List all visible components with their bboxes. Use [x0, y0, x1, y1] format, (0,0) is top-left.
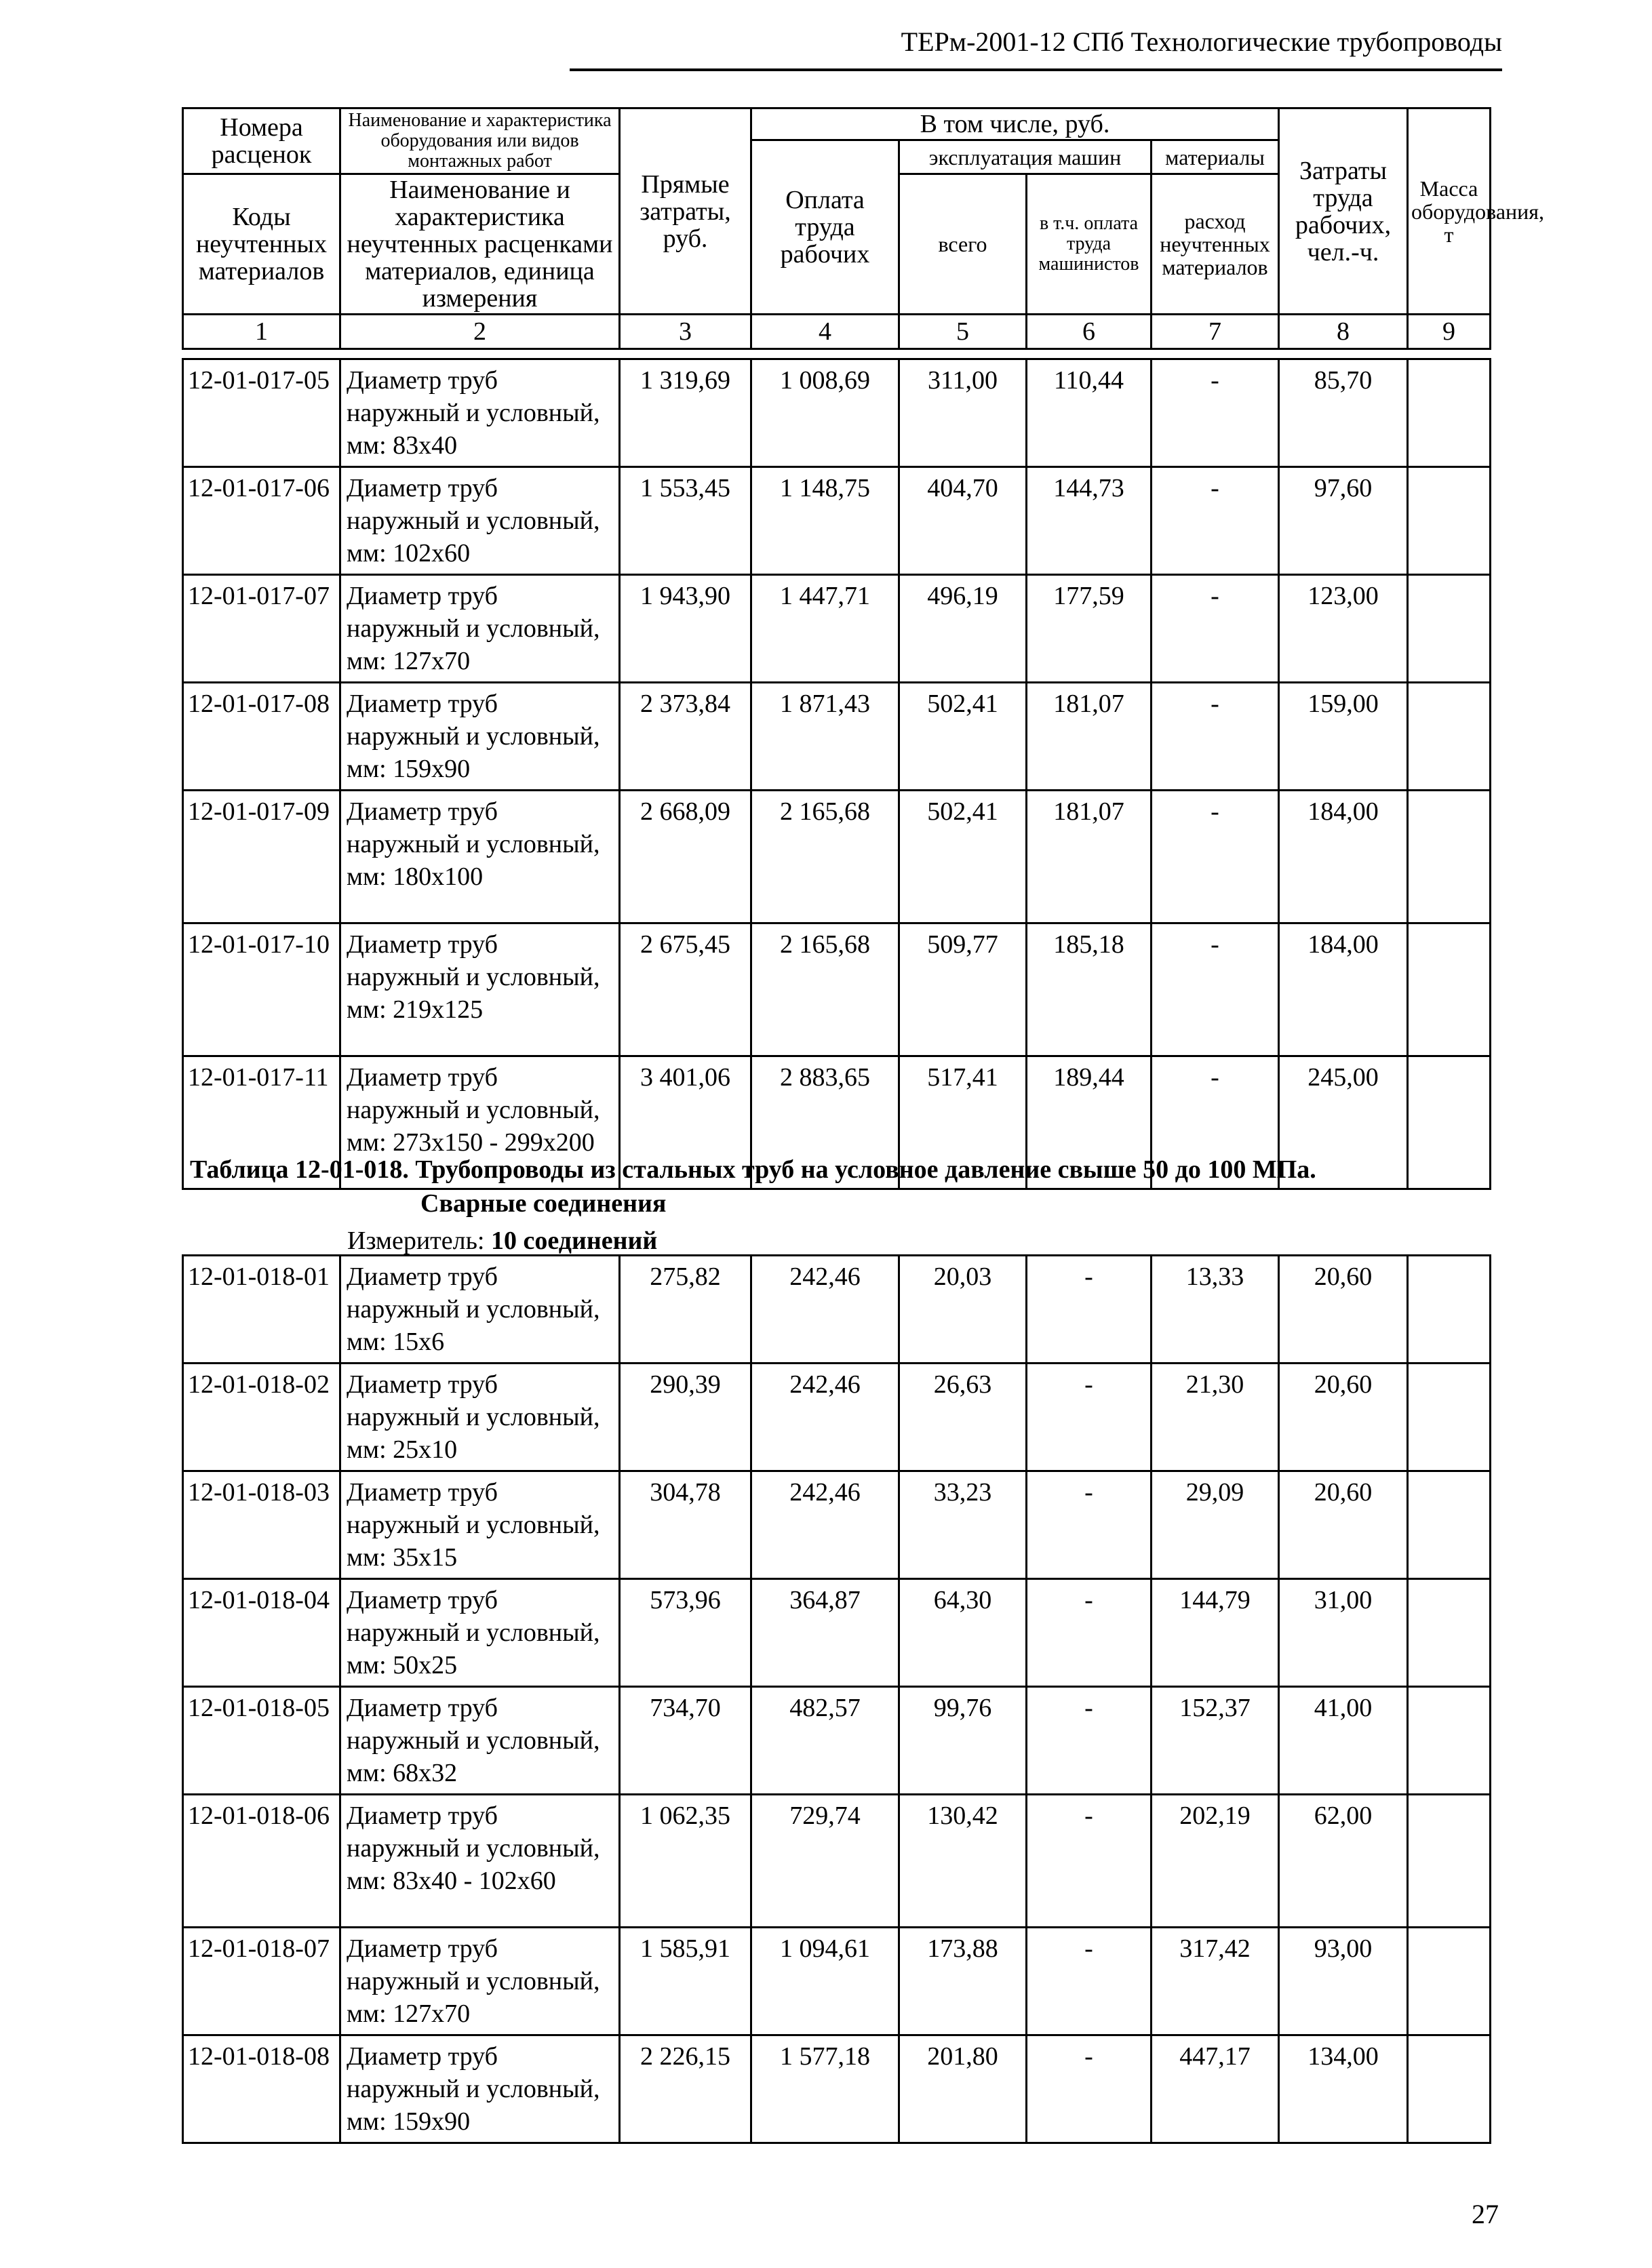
equipment-mass [1408, 791, 1491, 923]
rate-code: 12-01-018-08 [183, 2035, 340, 2143]
labor-hours: 41,00 [1279, 1687, 1408, 1795]
rate-name-line: мм: 127х70 [347, 2000, 471, 2028]
rate-name-line: Диаметр труб [347, 1586, 498, 1614]
materials-cost: - [1152, 791, 1279, 923]
equipment-mass [1408, 683, 1491, 791]
machinist-labor-cost: - [1027, 2035, 1152, 2143]
labor-cost: 1 148,75 [751, 467, 899, 575]
direct-cost: 2 668,09 [620, 791, 751, 923]
rate-name-line: наружный и условный, [347, 399, 600, 427]
materials-cost: - [1152, 1056, 1279, 1189]
rate-name-line: наружный и условный, [347, 506, 600, 535]
header-c1-bottom: Коды неучтенных материалов [183, 174, 340, 315]
rate-code: 12-01-018-03 [183, 1471, 340, 1579]
unit-of-measure [347, 1226, 657, 1256]
labor-cost: 482,57 [751, 1687, 899, 1795]
header-c7: расход неучтенных материалов [1152, 174, 1279, 315]
rate-name-line: наружный и условный, [347, 722, 600, 751]
rate-name-line: Диаметр труб [347, 2042, 498, 2071]
rate-name [340, 1795, 620, 1928]
rate-name-line: Диаметр труб [347, 366, 498, 395]
labor-hours: 184,00 [1279, 791, 1408, 923]
header-materials: материалы [1152, 140, 1279, 174]
rate-name-line: Диаметр труб [347, 690, 498, 718]
header-group: В том числе, руб. [751, 108, 1279, 140]
direct-cost: 3 401,06 [620, 1056, 751, 1189]
rate-name-line: наружный и условный, [347, 830, 600, 858]
machine-cost: 33,23 [899, 1471, 1027, 1579]
machine-cost: 26,63 [899, 1364, 1027, 1471]
rate-name-line: мм: 180х100 [347, 862, 484, 891]
labor-hours: 245,00 [1279, 1056, 1408, 1189]
table-row [183, 791, 1491, 923]
rate-name-line: наружный и условный, [347, 1967, 600, 1995]
direct-cost: 304,78 [620, 1471, 751, 1579]
rates-table-017 [182, 358, 1491, 1190]
machine-cost: 64,30 [899, 1579, 1027, 1687]
materials-cost: 144,79 [1152, 1579, 1279, 1687]
header-number: 5 [899, 315, 1027, 349]
rate-code: 12-01-017-07 [183, 575, 340, 683]
machine-cost: 517,41 [899, 1056, 1027, 1189]
table-row [183, 575, 1491, 683]
machinist-labor-cost: - [1027, 1471, 1152, 1579]
rate-code: 12-01-018-01 [183, 1256, 340, 1364]
page-number: 27 [1472, 2199, 1499, 2229]
rate-name-line: мм: 127х70 [347, 647, 471, 675]
header-number: 2 [340, 315, 620, 349]
table-caption [190, 1153, 1478, 1220]
rate-name-line: Диаметр труб [347, 582, 498, 610]
labor-hours: 97,60 [1279, 467, 1408, 575]
rates-table-018 [182, 1254, 1491, 2144]
header-c5: всего [899, 174, 1027, 315]
direct-cost: 573,96 [620, 1579, 751, 1687]
rate-name [340, 683, 620, 791]
materials-cost: - [1152, 467, 1279, 575]
table-row [183, 467, 1491, 575]
rate-name [340, 923, 620, 1056]
equipment-mass [1408, 1928, 1491, 2035]
labor-hours: 20,60 [1279, 1471, 1408, 1579]
rate-name-line: мм: 50х25 [347, 1651, 458, 1679]
rate-name [340, 791, 620, 923]
rate-name-line: мм: 83х40 - 102х60 [347, 1867, 556, 1895]
labor-hours: 31,00 [1279, 1579, 1408, 1687]
equipment-mass [1408, 2035, 1491, 2143]
rate-name-line: Диаметр труб [347, 1262, 498, 1291]
rate-name-line: наружный и условный, [347, 1096, 600, 1124]
column-header-table [182, 107, 1544, 350]
machine-cost: 20,03 [899, 1256, 1027, 1364]
table-row [183, 923, 1491, 1056]
direct-cost: 1 943,90 [620, 575, 751, 683]
labor-hours: 20,60 [1279, 1256, 1408, 1364]
machinist-labor-cost: - [1027, 1579, 1152, 1687]
rate-name-line: Диаметр труб [347, 1370, 498, 1399]
rate-code: 12-01-017-05 [183, 359, 340, 467]
labor-hours: 85,70 [1279, 359, 1408, 467]
rate-code: 12-01-018-02 [183, 1364, 340, 1471]
rate-code: 12-01-017-10 [183, 923, 340, 1056]
rate-name-line: мм: 273х150 - 299х200 [347, 1128, 595, 1157]
direct-cost: 1 585,91 [620, 1928, 751, 2035]
rate-name-line: наружный и условный, [347, 1834, 600, 1863]
header-number: 8 [1279, 315, 1408, 349]
rate-name-line: мм: 25х10 [347, 1435, 458, 1464]
rate-name-line: мм: 83х40 [347, 431, 458, 460]
table-row [183, 1364, 1491, 1471]
rate-name [340, 1928, 620, 2035]
rate-name-line: Диаметр труб [347, 1694, 498, 1722]
rate-name-line: Диаметр труб [347, 930, 498, 959]
rate-name-line: наружный и условный, [347, 1403, 600, 1431]
equipment-mass [1408, 1687, 1491, 1795]
rate-name [340, 359, 620, 467]
equipment-mass [1408, 923, 1491, 1056]
table-caption-subtitle: Сварные соединения [420, 1189, 667, 1218]
equipment-mass [1408, 359, 1491, 467]
rate-code: 12-01-017-09 [183, 791, 340, 923]
rate-name-line: Диаметр труб [347, 1934, 498, 1963]
machinist-labor-cost: 181,07 [1027, 791, 1152, 923]
machine-cost: 201,80 [899, 2035, 1027, 2143]
direct-cost: 290,39 [620, 1364, 751, 1471]
rate-name-line: Диаметр труб [347, 797, 498, 826]
materials-cost: 447,17 [1152, 2035, 1279, 2143]
machine-cost: 404,70 [899, 467, 1027, 575]
direct-cost: 1 062,35 [620, 1795, 751, 1928]
rate-name [340, 1687, 620, 1795]
header-c6: в т.ч. оплата труда машинистов [1027, 174, 1152, 315]
machinist-labor-cost: - [1027, 1256, 1152, 1364]
materials-cost: - [1152, 683, 1279, 791]
labor-cost: 2 165,68 [751, 791, 899, 923]
materials-cost: 21,30 [1152, 1364, 1279, 1471]
direct-cost: 1 553,45 [620, 467, 751, 575]
header-c8: Затраты труда рабочих, чел.-ч. [1279, 108, 1408, 315]
rate-name-line: Диаметр труб [347, 1478, 498, 1507]
labor-cost: 242,46 [751, 1364, 899, 1471]
rate-code: 12-01-017-08 [183, 683, 340, 791]
rate-name [340, 1579, 620, 1687]
labor-hours: 123,00 [1279, 575, 1408, 683]
rate-code: 12-01-017-06 [183, 467, 340, 575]
equipment-mass [1408, 1364, 1491, 1471]
rate-name [340, 1471, 620, 1579]
rate-name-line: мм: 219х125 [347, 995, 484, 1024]
direct-cost: 2 675,45 [620, 923, 751, 1056]
table-row [183, 683, 1491, 791]
machinist-labor-cost: 177,59 [1027, 575, 1152, 683]
rate-name-line: мм: 15х6 [347, 1328, 445, 1356]
materials-cost: 29,09 [1152, 1471, 1279, 1579]
rate-name-line: наружный и условный, [347, 614, 600, 643]
labor-hours: 159,00 [1279, 683, 1408, 791]
header-c4: Оплата труда рабочих [751, 140, 899, 315]
unit-of-measure-label: Измеритель: [347, 1227, 485, 1255]
rate-name-line: мм: 68х32 [347, 1759, 458, 1787]
machine-cost: 130,42 [899, 1795, 1027, 1928]
header-number: 6 [1027, 315, 1152, 349]
rate-name-line: мм: 102х60 [347, 539, 471, 568]
materials-cost: - [1152, 923, 1279, 1056]
labor-cost: 1 094,61 [751, 1928, 899, 2035]
header-number: 1 [183, 315, 340, 349]
table-row [183, 359, 1491, 467]
rate-name-line: Диаметр труб [347, 1802, 498, 1830]
equipment-mass [1408, 1795, 1491, 1928]
labor-hours: 20,60 [1279, 1364, 1408, 1471]
rate-name-line: Диаметр труб [347, 1063, 498, 1092]
document-header: ТЕРм-2001-12 СПб Технологические трубопроводы [570, 26, 1502, 71]
machinist-labor-cost: - [1027, 1928, 1152, 2035]
rate-name [340, 575, 620, 683]
machine-cost: 502,41 [899, 791, 1027, 923]
labor-cost: 364,87 [751, 1579, 899, 1687]
machine-cost: 311,00 [899, 359, 1027, 467]
machinist-labor-cost: - [1027, 1687, 1152, 1795]
machinist-labor-cost: - [1027, 1364, 1152, 1471]
rate-name-line: наружный и условный, [347, 963, 600, 991]
labor-cost: 1 871,43 [751, 683, 899, 791]
rate-name-line: наружный и условный, [347, 1511, 600, 1539]
labor-hours: 184,00 [1279, 923, 1408, 1056]
header-number: 7 [1152, 315, 1279, 349]
labor-cost: 2 883,65 [751, 1056, 899, 1189]
direct-cost: 734,70 [620, 1687, 751, 1795]
rate-code: 12-01-017-11 [183, 1056, 340, 1189]
header-machines: эксплуатация машин [899, 140, 1152, 174]
table-row [183, 1928, 1491, 2035]
rate-name [340, 467, 620, 575]
labor-cost: 729,74 [751, 1795, 899, 1928]
machine-cost: 502,41 [899, 683, 1027, 791]
equipment-mass [1408, 575, 1491, 683]
materials-cost: 13,33 [1152, 1256, 1279, 1364]
direct-cost: 1 319,69 [620, 359, 751, 467]
machinist-labor-cost: 185,18 [1027, 923, 1152, 1056]
equipment-mass [1408, 467, 1491, 575]
header-c2-top: Наименование и характеристика оборудования или видов монтажных работ [340, 108, 620, 174]
machine-cost: 496,19 [899, 575, 1027, 683]
rate-name-line: наружный и условный, [347, 2075, 600, 2103]
direct-cost: 275,82 [620, 1256, 751, 1364]
labor-cost: 1 008,69 [751, 359, 899, 467]
machinist-labor-cost: 189,44 [1027, 1056, 1152, 1189]
header-number: 4 [751, 315, 899, 349]
materials-cost: - [1152, 575, 1279, 683]
header-c3: Прямые затраты, руб. [620, 108, 751, 315]
materials-cost: 202,19 [1152, 1795, 1279, 1928]
rate-code: 12-01-018-05 [183, 1687, 340, 1795]
labor-cost: 2 165,68 [751, 923, 899, 1056]
labor-cost: 242,46 [751, 1471, 899, 1579]
header-number: 9 [1408, 315, 1491, 349]
equipment-mass [1408, 1579, 1491, 1687]
table-row [183, 1256, 1491, 1364]
equipment-mass [1408, 1471, 1491, 1579]
rate-code: 12-01-018-06 [183, 1795, 340, 1928]
unit-of-measure-value: 10 соединений [491, 1227, 658, 1255]
rate-name-line: мм: 35х15 [347, 1543, 458, 1572]
rate-name [340, 2035, 620, 2143]
table-row [183, 1471, 1491, 1579]
materials-cost: 152,37 [1152, 1687, 1279, 1795]
labor-cost: 242,46 [751, 1256, 899, 1364]
labor-hours: 93,00 [1279, 1928, 1408, 2035]
rate-name-line: мм: 159х90 [347, 755, 471, 783]
machine-cost: 173,88 [899, 1928, 1027, 2035]
labor-cost: 1 447,71 [751, 575, 899, 683]
labor-hours: 134,00 [1279, 2035, 1408, 2143]
machinist-labor-cost: 110,44 [1027, 359, 1152, 467]
rate-name-line: Диаметр труб [347, 474, 498, 502]
machinist-labor-cost: 144,73 [1027, 467, 1152, 575]
rate-name-line: мм: 159х90 [347, 2107, 471, 2136]
machine-cost: 99,76 [899, 1687, 1027, 1795]
rate-code: 12-01-018-07 [183, 1928, 340, 2035]
header-c9: Масса оборудования, т [1408, 108, 1491, 315]
header-c2-bottom: Наименование и характеристика неучтенных расценками материалов, единица измерения [340, 174, 620, 315]
machine-cost: 509,77 [899, 923, 1027, 1056]
rate-name-line: наружный и условный, [347, 1618, 600, 1647]
table-row [183, 1795, 1491, 1928]
rate-code: 12-01-018-04 [183, 1579, 340, 1687]
machinist-labor-cost: - [1027, 1795, 1152, 1928]
table-row [183, 1687, 1491, 1795]
table-row [183, 2035, 1491, 2143]
rate-name-line: наружный и условный, [347, 1295, 600, 1324]
rate-name [340, 1256, 620, 1364]
labor-hours: 62,00 [1279, 1795, 1408, 1928]
materials-cost: - [1152, 359, 1279, 467]
materials-cost: 317,42 [1152, 1928, 1279, 2035]
machinist-labor-cost: 181,07 [1027, 683, 1152, 791]
table-caption-title: Таблица 12-01-018. Трубопроводы из стальных труб на условное давление свыше 50 до 100 МПа. [190, 1155, 1316, 1184]
rate-name-line: наружный и условный, [347, 1726, 600, 1755]
table-row [183, 1579, 1491, 1687]
rate-name [340, 1364, 620, 1471]
labor-cost: 1 577,18 [751, 2035, 899, 2143]
header-c1-top: Номера расценок [183, 108, 340, 174]
equipment-mass [1408, 1256, 1491, 1364]
header-number: 3 [620, 315, 751, 349]
direct-cost: 2 226,15 [620, 2035, 751, 2143]
direct-cost: 2 373,84 [620, 683, 751, 791]
